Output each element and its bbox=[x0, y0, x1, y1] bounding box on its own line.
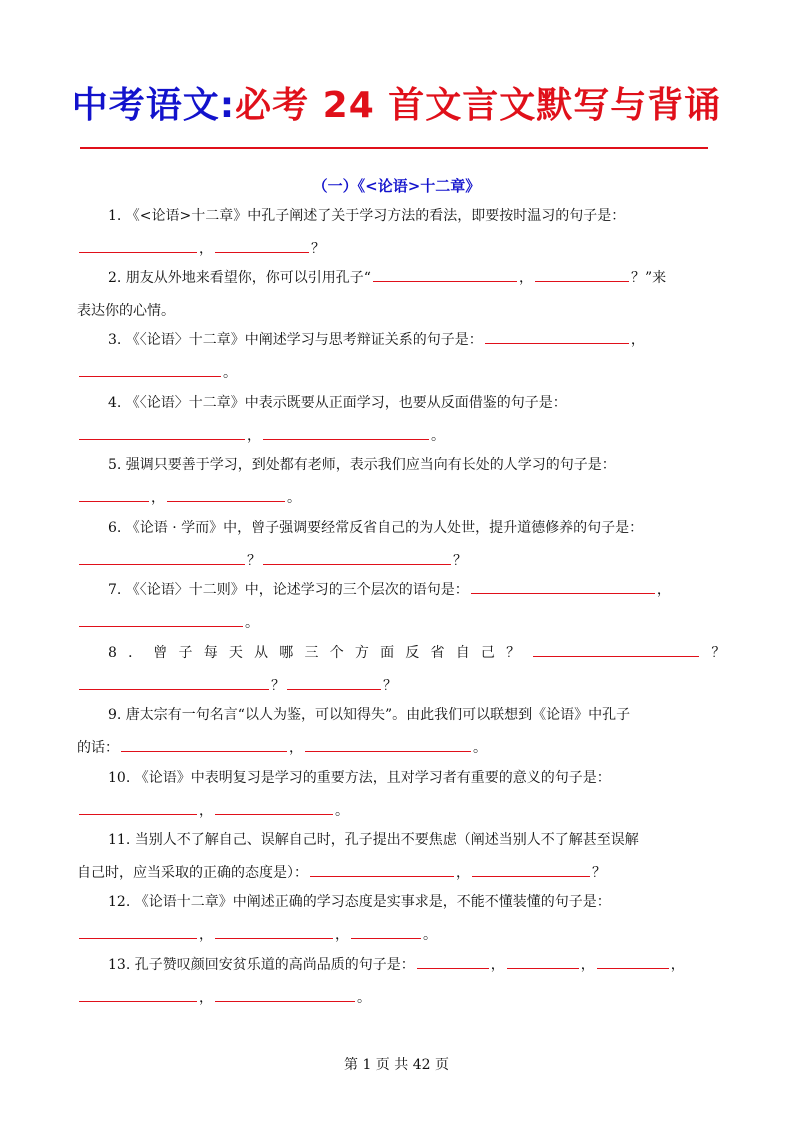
question-text: 13. 孔子赞叹颜回安贫乐道的高尚品质的句子是： bbox=[108, 957, 415, 973]
punct: ， bbox=[199, 990, 213, 1006]
answer-blank[interactable] bbox=[79, 1001, 197, 1002]
punct: ？ bbox=[711, 645, 726, 661]
answer-blank[interactable] bbox=[215, 938, 333, 939]
answer-blank[interactable] bbox=[310, 876, 454, 877]
question-3 bbox=[77, 324, 717, 390]
question-text: 9. 唐太宗有一句名言“以人为鉴，可以知得失”。由此我们可以联想到《论语》中孔子 bbox=[108, 707, 631, 723]
question-text-line2: 的话： bbox=[77, 740, 119, 756]
question-13 bbox=[77, 949, 717, 1015]
punct: ， bbox=[199, 241, 213, 257]
question-7 bbox=[77, 574, 717, 640]
answer-blank[interactable] bbox=[215, 252, 309, 253]
answer-blank[interactable] bbox=[79, 564, 245, 565]
answer-blank[interactable] bbox=[471, 593, 655, 594]
question-4 bbox=[77, 387, 717, 453]
question-text: 7. 《〈论语〉十二则》中，论述学习的三个层次的语句是： bbox=[108, 582, 469, 598]
question-text-line2: 表达你的心情。 bbox=[77, 303, 175, 319]
page-footer: 第 1 页 共 42 页 bbox=[344, 1057, 449, 1073]
punct: ？ bbox=[271, 678, 285, 694]
punct: ， bbox=[656, 582, 671, 598]
answer-blank[interactable] bbox=[79, 938, 197, 939]
answer-blank[interactable] bbox=[305, 751, 471, 752]
answer-blank[interactable] bbox=[287, 689, 381, 690]
punct: ， bbox=[199, 927, 213, 943]
question-text: 4. 《〈论语〉十二章》中表示既要从正面学习，也要从反面借鉴的句子是： bbox=[108, 395, 567, 411]
punct: ， bbox=[490, 957, 505, 973]
punct: ， bbox=[456, 865, 470, 881]
question-text: 3. 《〈论语〉十二章》中阐述学习与思考辩证关系的句子是： bbox=[108, 332, 483, 348]
punct: ？ bbox=[453, 553, 467, 569]
section-title: （一）《<论语>十二章》 bbox=[312, 177, 481, 195]
punct: ， bbox=[289, 740, 303, 756]
punct: ， bbox=[151, 490, 165, 506]
question-6 bbox=[77, 512, 717, 578]
question-8 bbox=[77, 637, 726, 703]
question-11 bbox=[77, 824, 717, 890]
question-text: 8．曾子每天从哪三个方面反省自己？ bbox=[108, 645, 532, 661]
punct: ， bbox=[335, 927, 349, 943]
punct: ？”来 bbox=[630, 270, 667, 286]
question-text: 1. 《<论语>十二章》中孔子阐述了关于学习方法的看法，即要按时温习的句子是： bbox=[108, 208, 626, 224]
question-text-line2: 自己时，应当采取的正确的态度是）： bbox=[77, 865, 308, 881]
answer-blank[interactable] bbox=[167, 501, 285, 502]
title-part-1: 中考语文: bbox=[71, 85, 236, 126]
punct: ， bbox=[580, 957, 595, 973]
title-part-2: 必考 24 首文言文默写与背诵 bbox=[235, 85, 722, 126]
answer-blank[interactable] bbox=[263, 564, 451, 565]
punct: 。 bbox=[431, 428, 445, 444]
punct: 。 bbox=[473, 740, 487, 756]
answer-blank[interactable] bbox=[351, 938, 421, 939]
answer-blank[interactable] bbox=[263, 439, 429, 440]
punct: ？ bbox=[311, 241, 325, 257]
answer-blank[interactable] bbox=[215, 1001, 355, 1002]
answer-blank[interactable] bbox=[79, 626, 243, 627]
question-text: 11. 当别人不了解自己、误解自己时，孔子提出不要焦虑（阐述当别人不了解甚至误解 bbox=[108, 832, 639, 848]
answer-blank[interactable] bbox=[417, 968, 489, 969]
question-9 bbox=[77, 699, 717, 765]
punct: ， bbox=[518, 270, 533, 286]
answer-blank[interactable] bbox=[79, 439, 245, 440]
answer-blank[interactable] bbox=[79, 376, 221, 377]
punct: 。 bbox=[335, 803, 349, 819]
question-5 bbox=[77, 449, 717, 515]
answer-blank[interactable] bbox=[215, 814, 333, 815]
answer-blank[interactable] bbox=[121, 751, 287, 752]
punct: 。 bbox=[357, 990, 371, 1006]
answer-blank[interactable] bbox=[507, 968, 579, 969]
punct: ， bbox=[199, 803, 213, 819]
punct: ， bbox=[630, 332, 645, 348]
answer-blank[interactable] bbox=[597, 968, 669, 969]
question-text: 6. 《论语 · 学而》中，曾子强调要经常反省自己的为人处世，提升道德修养的句子是： bbox=[108, 520, 644, 536]
punct: ， bbox=[670, 957, 685, 973]
question-12 bbox=[77, 886, 717, 952]
punct: ， bbox=[247, 428, 261, 444]
punct: ？ bbox=[383, 678, 397, 694]
answer-blank[interactable] bbox=[79, 252, 197, 253]
answer-blank[interactable] bbox=[533, 656, 699, 657]
question-2 bbox=[77, 262, 717, 328]
question-text: 10. 《论语》中表明复习是学习的重要方法，且对学习者有重要的意义的句子是： bbox=[108, 770, 611, 786]
answer-blank[interactable] bbox=[485, 343, 629, 344]
punct: 。 bbox=[423, 927, 437, 943]
question-text: 5. 强调只要善于学习，到处都有老师，表示我们应当向有长处的人学习的句子是： bbox=[108, 457, 616, 473]
answer-blank[interactable] bbox=[472, 876, 590, 877]
punct: 。 bbox=[287, 490, 301, 506]
answer-blank[interactable] bbox=[535, 281, 629, 282]
punct: ？ bbox=[247, 553, 261, 569]
page-title bbox=[0, 80, 793, 132]
answer-blank[interactable] bbox=[79, 689, 269, 690]
answer-blank[interactable] bbox=[79, 814, 197, 815]
title-divider bbox=[80, 147, 708, 149]
answer-blank[interactable] bbox=[79, 501, 149, 502]
punct: ？ bbox=[592, 865, 606, 881]
punct: 。 bbox=[245, 615, 259, 631]
question-1 bbox=[77, 200, 717, 266]
answer-blank[interactable] bbox=[373, 281, 517, 282]
question-text: 12. 《论语十二章》中阐述正确的学习态度是实事求是，不能不懂装懂的句子是： bbox=[108, 894, 611, 910]
question-text: 2. 朋友从外地来看望你，你可以引用孔子“ bbox=[108, 270, 371, 286]
question-10 bbox=[77, 762, 717, 828]
punct: 。 bbox=[223, 365, 237, 381]
